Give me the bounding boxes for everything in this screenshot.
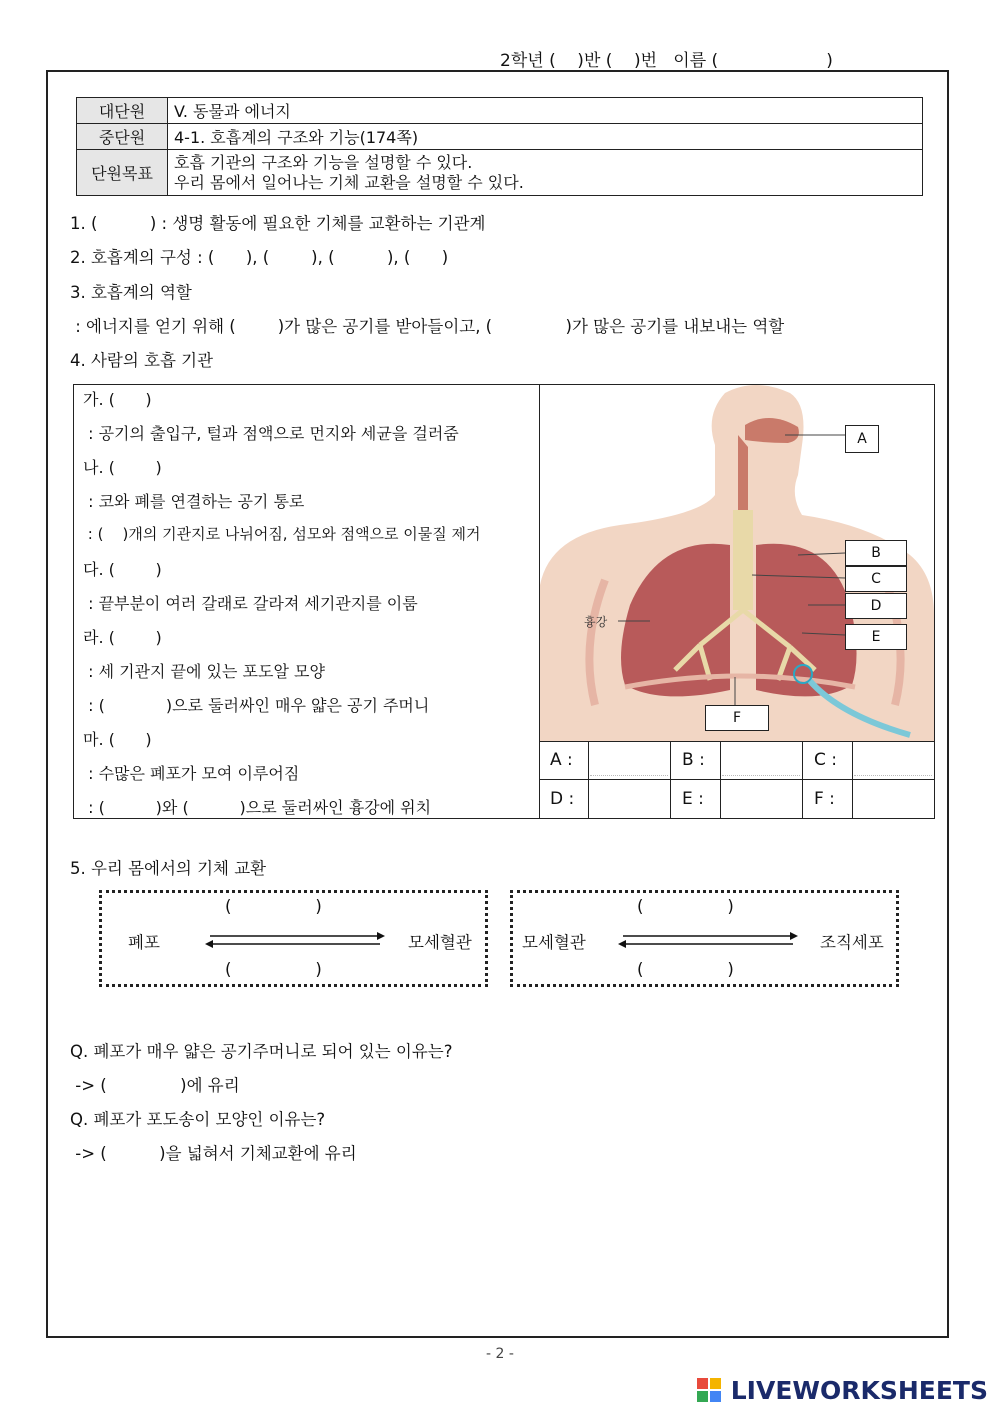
diagram-label-e: E bbox=[845, 624, 907, 650]
exchange-left-bottom-blank: ( ) bbox=[225, 960, 322, 979]
unit-middle-value: 4-1. 호흡계의 구조와 기능(174쪽) bbox=[168, 124, 923, 150]
exchange-left-arrows bbox=[205, 930, 385, 950]
unit-info-table bbox=[76, 97, 923, 196]
exchange-right-bottom-blank: ( ) bbox=[637, 960, 734, 979]
grid-mid-line bbox=[540, 779, 934, 780]
organ-line: : ( )으로 둘러싸인 매우 얇은 공기 주머니 bbox=[83, 696, 430, 715]
organ-line: 나. ( ) bbox=[83, 458, 162, 477]
answer-alveoli-shape: -> ( )을 넓혀서 기체교환에 유리 bbox=[70, 1144, 357, 1163]
unit-goal-value bbox=[168, 150, 923, 196]
organ-line: 라. ( ) bbox=[83, 628, 162, 647]
diagram-label-f: F bbox=[705, 705, 769, 731]
page-number: - 2 - bbox=[486, 1346, 514, 1362]
diagram-label-b: B bbox=[845, 540, 907, 566]
diagram-answer-grid bbox=[540, 741, 934, 818]
question-1: 1. ( ) : 생명 활동에 필요한 기체를 교환하는 기관계 bbox=[70, 214, 486, 233]
question-2: 2. 호흡계의 구성 : ( ), ( ), ( ), ( ) bbox=[70, 248, 449, 267]
grid-vline bbox=[852, 741, 853, 818]
diagram-label-a: A bbox=[845, 425, 879, 453]
student-info-line: 2학년 ( )반 ( )번 이름 ( ) bbox=[500, 51, 833, 71]
organ-line: : 공기의 출입구, 털과 점액으로 먼지와 세균을 걸러줌 bbox=[83, 424, 459, 443]
organ-line: : 끝부분이 여러 갈래로 갈라져 세기관지를 이룸 bbox=[83, 594, 418, 613]
organ-line: 가. ( ) bbox=[83, 390, 152, 409]
unit-goal-label: 단원목표 bbox=[77, 150, 168, 196]
grid-top-line bbox=[540, 741, 934, 742]
answer-alveoli-thin: -> ( )에 유리 bbox=[70, 1076, 240, 1095]
diagram-label-d: D bbox=[845, 593, 907, 619]
answer-label-c: C : bbox=[814, 750, 838, 770]
grid-vline bbox=[720, 741, 721, 818]
exchange-right-to: 조직세포 bbox=[820, 933, 884, 952]
exchange-right-arrows bbox=[618, 930, 798, 950]
diagram-label-c: C bbox=[845, 566, 907, 592]
question-3: 3. 호흡계의 역할 bbox=[70, 283, 192, 302]
table-row bbox=[77, 150, 923, 196]
answer-label-b: B : bbox=[682, 750, 705, 770]
organ-line: : 수많은 폐포가 모여 이루어짐 bbox=[83, 764, 300, 783]
answer-field-a[interactable] bbox=[590, 745, 668, 776]
question-4: 4. 사람의 호흡 기관 bbox=[70, 351, 214, 370]
exchange-right-from: 모세혈관 bbox=[522, 933, 586, 952]
answer-label-f: F : bbox=[814, 789, 835, 809]
exchange-left-from: 폐포 bbox=[128, 933, 160, 952]
table-row bbox=[77, 98, 923, 124]
grid-vline bbox=[588, 741, 589, 818]
exchange-right-top-blank: ( ) bbox=[637, 897, 734, 916]
cavity-label: 흉강 bbox=[584, 615, 608, 629]
unit-middle-label: 중단원 bbox=[77, 124, 168, 150]
exchange-left-top-blank: ( ) bbox=[225, 897, 322, 916]
goal-line-2: 우리 몸에서 일어나는 기체 교환을 설명할 수 있다. bbox=[174, 172, 524, 192]
unit-major-value: V. 동물과 에너지 bbox=[168, 98, 923, 124]
organ-line: : ( )개의 기관지로 나뉘어짐, 섬모와 점액으로 이물질 제거 bbox=[83, 525, 481, 543]
answer-label-a: A : bbox=[550, 750, 573, 770]
organ-line: : 세 기관지 끝에 있는 포도알 모양 bbox=[83, 662, 325, 681]
table-row bbox=[77, 124, 923, 150]
answer-field-b[interactable] bbox=[722, 745, 800, 776]
unit-major-label: 대단원 bbox=[77, 98, 168, 124]
answer-field-e[interactable] bbox=[722, 783, 800, 813]
answer-field-f[interactable] bbox=[854, 783, 932, 813]
answer-field-d[interactable] bbox=[590, 783, 668, 813]
grid-vline bbox=[670, 741, 671, 818]
organ-line: : 코와 폐를 연결하는 공기 통로 bbox=[83, 492, 305, 511]
brand-logo-icon bbox=[697, 1378, 721, 1402]
question-alveoli-thin: Q. 폐포가 매우 얇은 공기주머니로 되어 있는 이유는? bbox=[70, 1042, 453, 1061]
grid-vline bbox=[802, 741, 803, 818]
question-5: 5. 우리 몸에서의 기체 교환 bbox=[70, 859, 267, 878]
goal-line-1: 호흡 기관의 구조와 기능을 설명할 수 있다. bbox=[174, 152, 473, 172]
trachea bbox=[733, 510, 753, 610]
answer-field-c[interactable] bbox=[854, 745, 932, 776]
organ-line: 다. ( ) bbox=[83, 560, 162, 579]
organ-line: : ( )와 ( )으로 둘러싸인 흉강에 위치 bbox=[83, 798, 432, 817]
answer-label-d: D : bbox=[550, 789, 575, 809]
organ-line: 마. ( ) bbox=[83, 730, 152, 749]
question-alveoli-shape: Q. 폐포가 포도송이 모양인 이유는? bbox=[70, 1110, 326, 1129]
exchange-left-to: 모세혈관 bbox=[408, 933, 472, 952]
question-3-detail: : 에너지를 얻기 위해 ( )가 많은 공기를 받아들이고, ( )가 많은 공기를 내보내는 역할 bbox=[70, 317, 785, 336]
brand-name: LIVEWORKSHEETS bbox=[730, 1376, 988, 1405]
answer-label-e: E : bbox=[682, 789, 704, 809]
